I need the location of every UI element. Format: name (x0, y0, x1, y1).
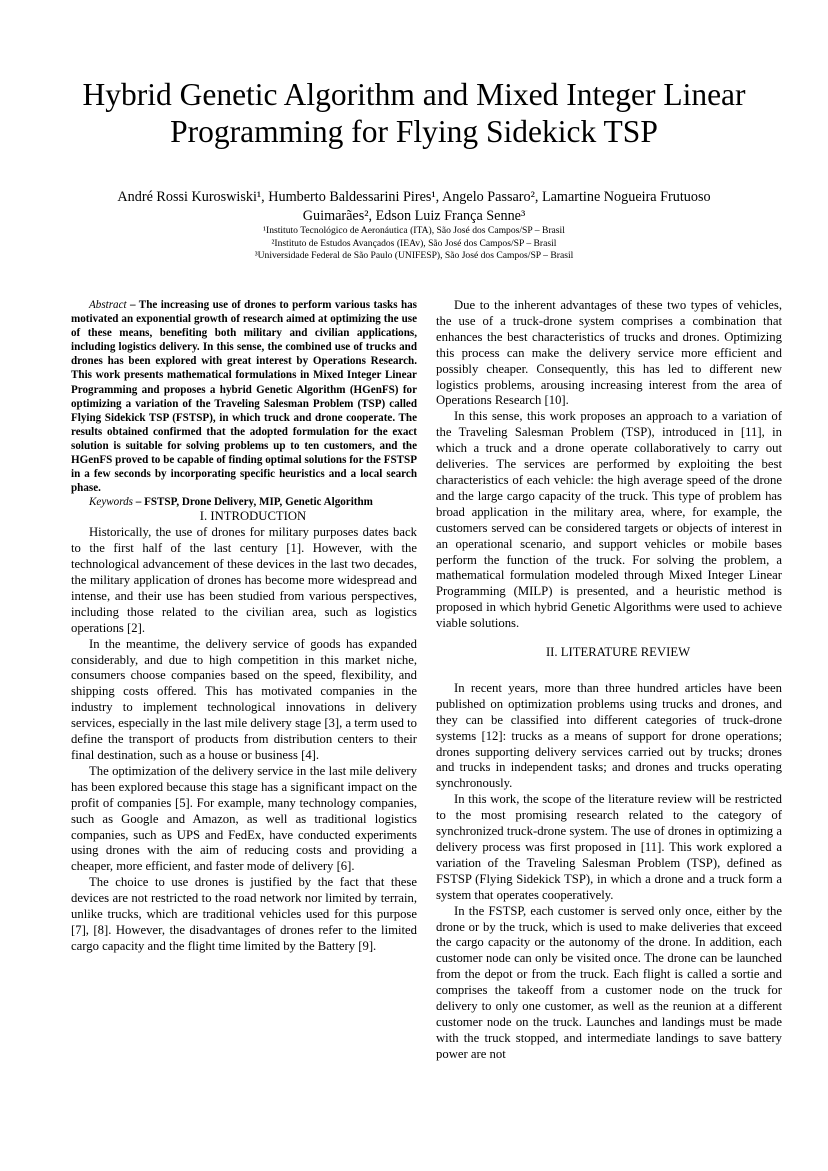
intro-paragraph: Historically, the use of drones for military purposes dates back to the first half of the last century [1]. However, with the technological advancement of these devices in the last two decades, the military application of drones has become more widespread and intense, and their use has been studied from various perspectives, including those related to the civilian area, such as logistics operations [2]. (71, 525, 417, 635)
keywords-label: Keywords (89, 496, 133, 509)
affiliation-3: ³Universidade Federal de São Paulo (UNIFESP), São José dos Campos/SP – Brasil (254, 250, 574, 261)
affiliation-2: ²Instituto de Estudos Avançados (IEAv), São José dos Campos/SP – Brasil (271, 237, 557, 249)
keywords-text: – FSTSP, Drone Delivery, MIP, Genetic Algorithm (132, 496, 373, 509)
literature-paragraph: In recent years, more than three hundred articles have been published on optimization problems using trucks and drones, and they can be classified into different categories of truck-drone systems [12]: trucks as a means of support for drone operations; drones supporting delivery services carried out by trucks; drones and trucks in independent tasks; and drones and trucks operating synchronously. (436, 680, 782, 791)
intro-paragraph: In the meantime, the delivery service of goods has expanded considerably, and due to high competition in this market niche, consumers choose companies based on the speed, flexibility, and shipping costs offered. This has motivated companies in the industry to implement technological innovations in delivery services, especially in the last mile delivery stage [3], a term used to define the transport of products from distribution centers to their final destination, such as a house or business [4]. (71, 636, 417, 762)
title-line-2: Programming for Flying Sidekick TSP (170, 114, 658, 149)
intro-paragraph: In this sense, this work proposes an approach to a variation of the Traveling Salesman Problem (TSP), introduced in [11], in which a truck and a drone operate collaboratively to carry out deliveries. The services are performed by exploiting the best characteristics of each vehicle: the high average speed of the drone and the large cargo capacity of the truck. This type of problem has broad application in the military area, where, for example, the customers served can be considered targets or objects of interest in an operational scenario, and support vehicles or mobile bases perform the function of the truck. For solving the problem, a mathematical formulation modeled through Mixed Integer Linear Programming (MILP) is presented, and a heuristic method is proposed in which hybrid Genetic Algorithms were used to achieve viable solutions. (436, 409, 782, 631)
section-heading-literature-review: II. LITERATURE REVIEW (545, 645, 691, 660)
intro-paragraph: Due to the inherent advantages of these two types of vehicles, the use of a truck-drone system comprises a combination that enhances the best characteristics of trucks and drones. Optimizing this process can make the delivery service more efficient and possibly cheaper. Consequently, this has led to different new logistics problems, arousing increasing interest from the area of Operations Research [10]. (436, 298, 782, 408)
right-column (436, 298, 782, 1063)
intro-paragraph: The optimization of the delivery service in the last mile delivery has been explored because this stage has a significant impact on the profit of companies [5]. For example, many technology companies, such as Google and Amazon, as well as traditional logistics companies, such as UPS and FedEx, have conducted experiments using drones with the aim of reducing costs and providing a cheaper, more efficient, and faster mode of delivery [6]. (71, 763, 417, 874)
affiliation-list (70, 225, 758, 263)
authors-line-2: Guimarães², Edson Luiz França Senne³ (302, 208, 526, 224)
author-list (70, 188, 758, 226)
abstract-label: Abstract (89, 299, 127, 311)
keywords (71, 495, 417, 509)
authors-line-1: André Rossi Kuroswiski¹, Humberto Baldessarini Pires¹, Angelo Passaro², Lamartine Nogueira Frutuoso (117, 189, 711, 205)
paper-title (40, 76, 788, 150)
literature-paragraph: In the FSTSP, each customer is served only once, either by the drone or by the truck, which is used to make deliveries that exceed the cargo capacity or the autonomy of the drone. In addition, each customer node can only be visited once. The drone can be launched from the depot or from the truck. Each flight is called a sortie and comprises the takeoff from a customer node on the truck for delivery to only one customer, as well as the reunion at a different customer node on the truck. Launches and landings must be made with the truck stopped, and intermediate landings to save battery power are not (436, 903, 782, 1061)
section-heading-introduction: I. INTRODUCTION (199, 509, 307, 524)
abstract (71, 298, 417, 495)
literature-paragraph: In this work, the scope of the literature review will be restricted to the most promising research related to the category of synchronized truck-drone system. The use of drones in optimizing a delivery process was first proposed in [11]. This work explored a variation of the Traveling Salesman Problem (TSP), defined as FSTSP (Flying Sidekick TSP), in which a drone and a truck form a system that operates cooperatively. (436, 792, 782, 902)
left-column (71, 298, 417, 955)
title-line-1: Hybrid Genetic Algorithm and Mixed Integer Linear (82, 77, 746, 112)
affiliation-1: ¹Instituto Tecnológico de Aeronáutica (ITA), São José dos Campos/SP – Brasil (263, 225, 565, 236)
intro-paragraph: The choice to use drones is justified by the fact that these devices are not restricted to the road network nor limited by terrain, unlike trucks, which are traditional vehicles used for this purpose [7], [8]. However, the disadvantages of drones refer to the limited cargo capacity and the flight time limited by the Battery [9]. (71, 875, 417, 953)
abstract-text: – The increasing use of drones to perform various tasks has motivated an exponential growth of research aimed at optimizing the use of these means, benefiting both military and civilian applications, including logistics delivery. In this sense, the combined use of trucks and drones has been explored with great interest by Operations Research. This work presents mathematical formulations in Mixed Integer Linear Programming and proposes a hybrid Genetic Algorithm (HGenFS) for optimizing a variation of the Traveling Salesman Problem (TSP) called Flying Sidekick TSP (FSTSP), in which truck and drone cooperate. The results obtained confirmed that the adopted formulation for the exact solution is suitable for solving problems up to ten customers, and the HGenFS proved to be capable of finding optimal solutions for the FSTSP in a few seconds by incorporating specific heuristics and a local search phase. (71, 299, 417, 495)
